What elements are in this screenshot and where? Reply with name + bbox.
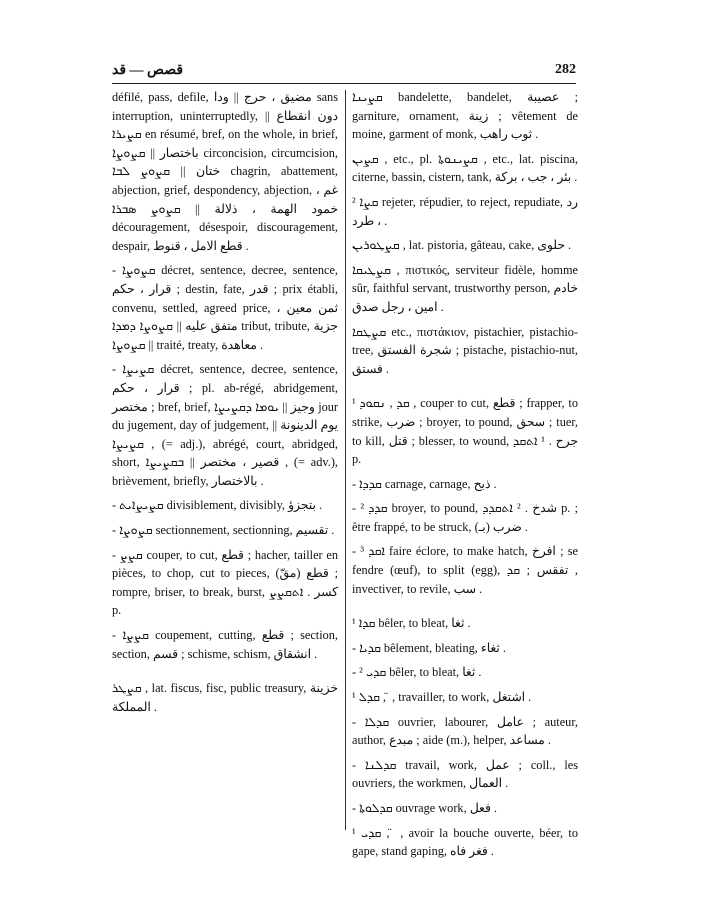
dictionary-entry: - ܩܨܘܨܐ décret, sentence, decree, sentence, قرار ، حكم ; destin, fate, قدر ; prix établi, convenu, settled, agreed price, ثمن معين ، متفق عليه || ܩܨܘܨܐ ܕܡܕܐ tribut, tribute, جزية || ܩܨܘܨܐ traité, treaty, معاهدة . <box>112 263 338 352</box>
dictionary-entry: - ² ܩܕܝ bêler, to bleat, ثغا . <box>352 665 482 680</box>
right-column <box>352 88 578 867</box>
dictionary-entry: - ܩܨܨܐ coupement, cutting, قطع ; section, section, قسم ; schisme, schism, انشقاق . <box>112 628 338 661</box>
dictionary-entry: ¹ ܩܕܐ bêler, to bleat, ثغا . <box>352 616 471 631</box>
dictionary-entry: ¹ ܩܕ , ܢܩܘܕ , couper to cut, قطع ; frapper, to strike, ضرب ; broyer, to pound, سحق ; tuer, to kill, قتل ; blesser, to wound, جرح . ¹ ܐܬܩܕ p. <box>352 396 578 467</box>
dictionary-entry: - ܩܕܠܐ ouvrier, labourer, عامل ; auteur, author, مبدع ; aide (m.), helper, مساعد . <box>352 714 578 748</box>
running-head: قصص — قد <box>112 63 184 78</box>
dictionary-entry: ¹ ܩܕܝ , ̈ , avoir la bouche ouverte, béer, to gape, stand gaping, فغر فاه . <box>352 825 578 859</box>
dictionary-entry: ܩܨܛܩܐ etc., πιστάκιον, pistachier, pistachio-tree, شجرة الفستق ; pistache, pistachio-nut, فستق . <box>352 324 579 376</box>
dictionary-entry: ¹ ܩܕܠ , ̈ , travailler, to work, اشتغل . <box>352 690 532 705</box>
dictionary-entry: ܩܨܛܝܩܐ , πιστικός, serviteur fidèle, homme sûr, faithful servant, trustworthy person, خادم امين ، رجل صدق . <box>352 262 578 314</box>
dictionary-entry: - ܩܕܕܐ carnage, carnage, ذبح . <box>352 476 497 491</box>
dictionary-entry: ܩܨܝܢ , etc., pl. ܩܨܝܢܘܬܐ , etc., lat. piscina, citerne, bassin, cistern, tank, بئر ، جب ، بركة . <box>352 151 578 185</box>
dictionary-entry: - ܩܨܘܨܐ sectionnement, sectionning, تقسيم . <box>112 523 335 538</box>
dictionary-entry: ܩܨܛܘܪܝܢ , lat. pistoria, gâteau, cake, حلوى . <box>352 238 572 253</box>
dictionary-entry: - ܩܕܝܐ bêlement, bleating, ثغاء . <box>352 640 506 655</box>
dictionary-entry: - ܩܨܝܨܐ décret, sentence, decree, sentence, قرار ، حكم ; pl. ab-régé, abridgement, مختصر ; bref, brief, وجيز || ܝܘܡܐ ܕܩܨܝܨܐ jour du jugement, day of judgement, يوم الدينونة || ܩܨܝܨܐ , (= adj.), abrégé, court, abridged, short, قصير ، مختصر || ܒܩܨܝܨܐ , (= adv.), brièvement, briefly, بالاختصار . <box>112 362 338 488</box>
dictionary-entry: ܩܨܛܪ , lat. fiscus, fisc, public treasury, خزينة المملكة . <box>112 681 338 714</box>
dictionary-entry: - ܩܕܠܘܬܐ ouvrage work, فعل . <box>352 801 498 815</box>
left-column <box>112 88 338 722</box>
page-header <box>112 62 576 80</box>
dictionary-entry: défilé, pass, defile, مضيق ، حرج || ودا sans interruption, uninterruptedly, دون انقطاع || ܩܨܝܪܐ en résumé, bref, on the whole, in brief, باختصار || ܩܨܘܨܐ circoncision, circumcision, ختان || ܩܨܘܨ ܠܒܐ chagrin, abattement, abjection, grief, despondency, abjection, غم ، خمود الهمة ، ذلالة || ܩܨܘܨ ܣܒܪܐ découragement, désespoir, discouragement, despair, قطع الامل ، قنوط . <box>112 90 339 253</box>
dictionary-entry: - ܩܕܠܢܐ travail, work, عمل ; coll., les ouvriers, the workmen, العمال . <box>352 757 578 791</box>
column-divider <box>345 90 346 830</box>
dictionary-entry: - ܩܨܝܨܐܝܬ divisiblement, divisibly, بتجزؤ . <box>112 498 323 513</box>
dictionary-entry: ² ܩܨܐ rejeter, répudier, to reject, repudiate, رد ، طرد . <box>352 194 578 228</box>
page-number: 282 <box>555 62 576 77</box>
dictionary-entry: ܩܨܝܢܐ bandelette, bandelet, عصيبة ; garniture, ornament, زينة ; vêtement de moine, garment of monk, ثوب راهب . <box>352 90 578 142</box>
dictionary-entry: - ³ ܐܩܕ faire éclore, to make hatch, افرخ ; se fendre (œuf), to split (egg), تفقس ; ܩܕ , invectiver, to revile, سب . <box>352 544 578 596</box>
dictionary-entry: - ² ܩܕܕ broyer, to pound, شدخ . ² ܐܬܩܕܕ p. ; être frappé, to be struck, (بـ) ضرب . <box>352 501 579 534</box>
header-rule <box>112 83 576 84</box>
dictionary-entry: - ܩܨܨ couper, to cut, قطع ; hacher, tailler en pièces, to chop, cut to pieces, قطع (مقّ) ; rompre, briser, to break, burst, كسر . ܐܬܩܨܨ p. <box>112 547 338 618</box>
